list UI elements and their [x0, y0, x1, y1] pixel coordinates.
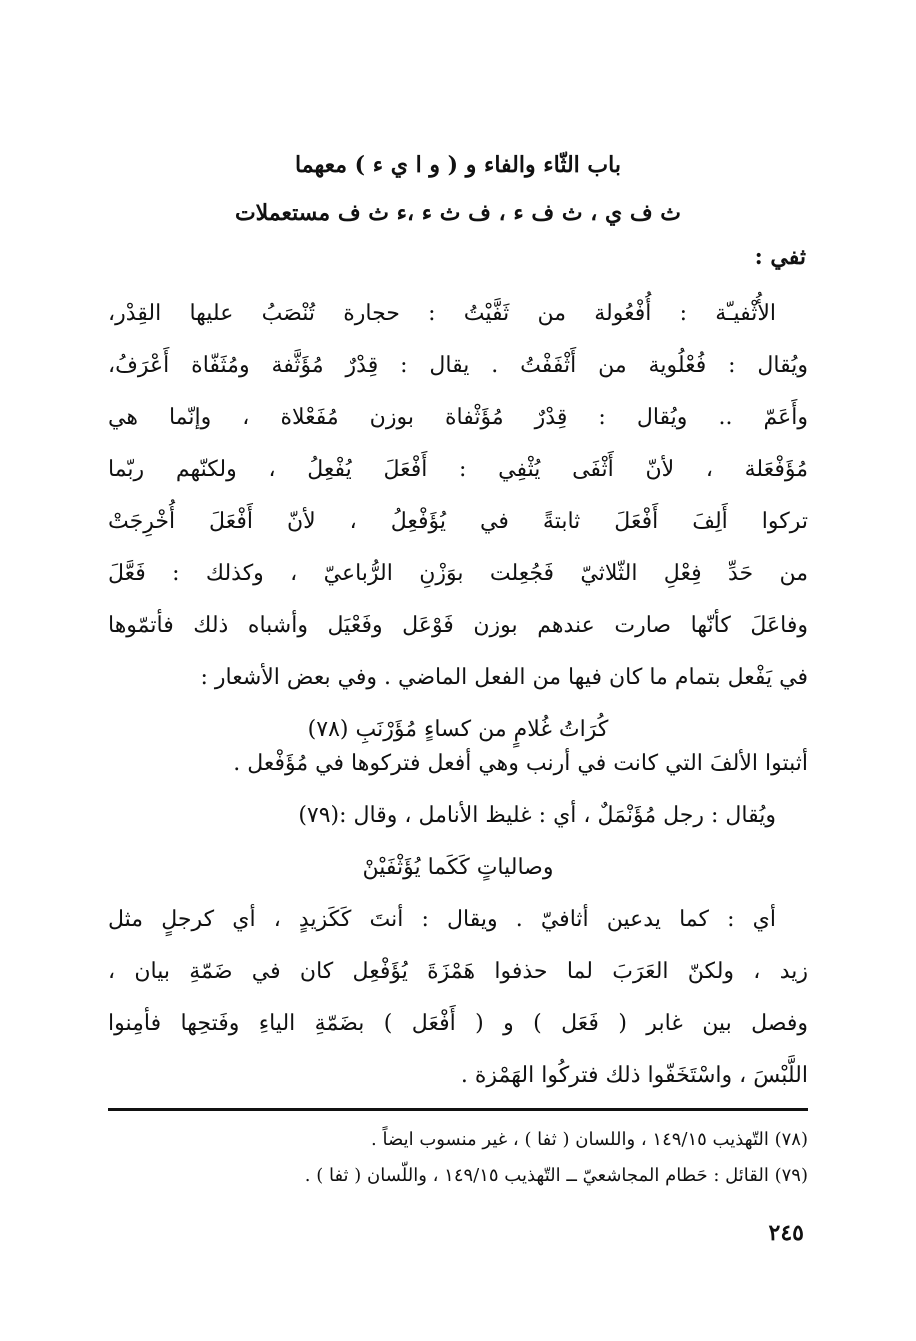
- text-line: زيد ، ولكنّ العَرَبَ لما حذفوا هَمْزَةَ يُؤَفْعِل كان في ضَمّةِ بيان ،: [108, 959, 808, 984]
- body-paragraph-1: [108, 288, 808, 756]
- text-line: ويُقال : فُعْلُوية من أَثْفَفْتُ . يقال : قِدْرٌ مُؤَثَّفة ومُثَفّاة أَعْرَفُ،: [108, 353, 808, 378]
- entry-headword: ثفي :: [754, 244, 806, 270]
- text-line: ويُقال : رجل مُؤَنْمَلٌ ، أي : غليظ الأنامل ، وقال :(٧٩): [298, 803, 776, 828]
- chapter-title: باب الثّاء والفاء و ( و ا ي ء ) معهما: [295, 152, 621, 178]
- text-line: من حَدِّ فِعْلِ الثّلاثيّ فَجُعِلت بوَزْنِ الرُّباعيّ ، وكذلك : فَعَّلَ: [108, 561, 808, 586]
- footnote-78: (٧٨) التّهذيب ١٤٩/١٥ ، واللسان ( ثفا ) ، غير منسوب ايضاً .: [371, 1129, 808, 1150]
- text-line: الأُثْفيـّة : أُفْعُولة من ثَفَّيْتُ : حجارة تُنْصَبُ عليها القِدْر،: [108, 301, 776, 326]
- text-line: مُؤَفْعَلة ، لأنّ أَثْفَى يُثْفِي : أَفْعَلَ يُفْعِلُ ، ولكنّهم ربّما: [108, 457, 808, 482]
- text-line: وفاعَلَ كأنّها صارت عندهم بوزن فَوْعَل وفَعْيَل وأشباه ذلك فأتمّوها: [108, 613, 808, 638]
- verse-line: كُرَاتُ غُلامٍ من كساءٍ مُؤَرْنَبِ (٧٨): [307, 717, 609, 742]
- page-number: ٢٤٥: [768, 1220, 804, 1246]
- body-paragraph-2: [108, 738, 808, 1102]
- used-roots-line: ث ف ي ، ث ف ء ، ف ث ء ،ء ث ف مستعملات: [234, 200, 682, 226]
- text-line: تركوا أَلِفَ أَفْعَلَ ثابتةً في يُؤَفْعِلُ ، لأنّ أَفْعَلَ أُخْرِجَتْ: [108, 509, 808, 534]
- text-line: وفصل بين غابر ( فَعَل ) و ( أَفْعَل ) بضَمّةِ الياءِ وفَتحِها فأمِنوا: [108, 1011, 808, 1036]
- text-line: أثبتوا الألفَ التي كانت في أرنب وهي أفعل فتركوها في مُؤَفْعل .: [233, 751, 808, 776]
- text-line: في يَفْعل بتمام ما كان فيها من الفعل الماضي . وفي بعض الأشعار :: [200, 665, 808, 690]
- text-line: أي : كما يدعين أثافيّ . ويقال : أنتَ كَكَزيدٍ ، أي كرجلٍ مثل: [108, 907, 776, 932]
- text-line: وأَعَمّ .. ويُقال : قِدْرٌ مُؤَثْفاة بوزن مُفَعْلاة ، وإنّما هي: [108, 405, 808, 430]
- footnote-79: (٧٩) القائل : حَطام المجاشعيّ ــ التّهذيب ١٤٩/١٥ ، واللّسان ( ثفا ) .: [304, 1165, 808, 1186]
- footnote-divider: [108, 1108, 808, 1111]
- verse-line: وصالياتٍ كَكَما يُؤَثْفَيْنْ: [362, 855, 554, 880]
- footnotes: [108, 1122, 808, 1194]
- text-line: اللَّبْسَ ، واسْتَخَفّوا ذلك فتركُوا الهَمْزة .: [460, 1063, 808, 1088]
